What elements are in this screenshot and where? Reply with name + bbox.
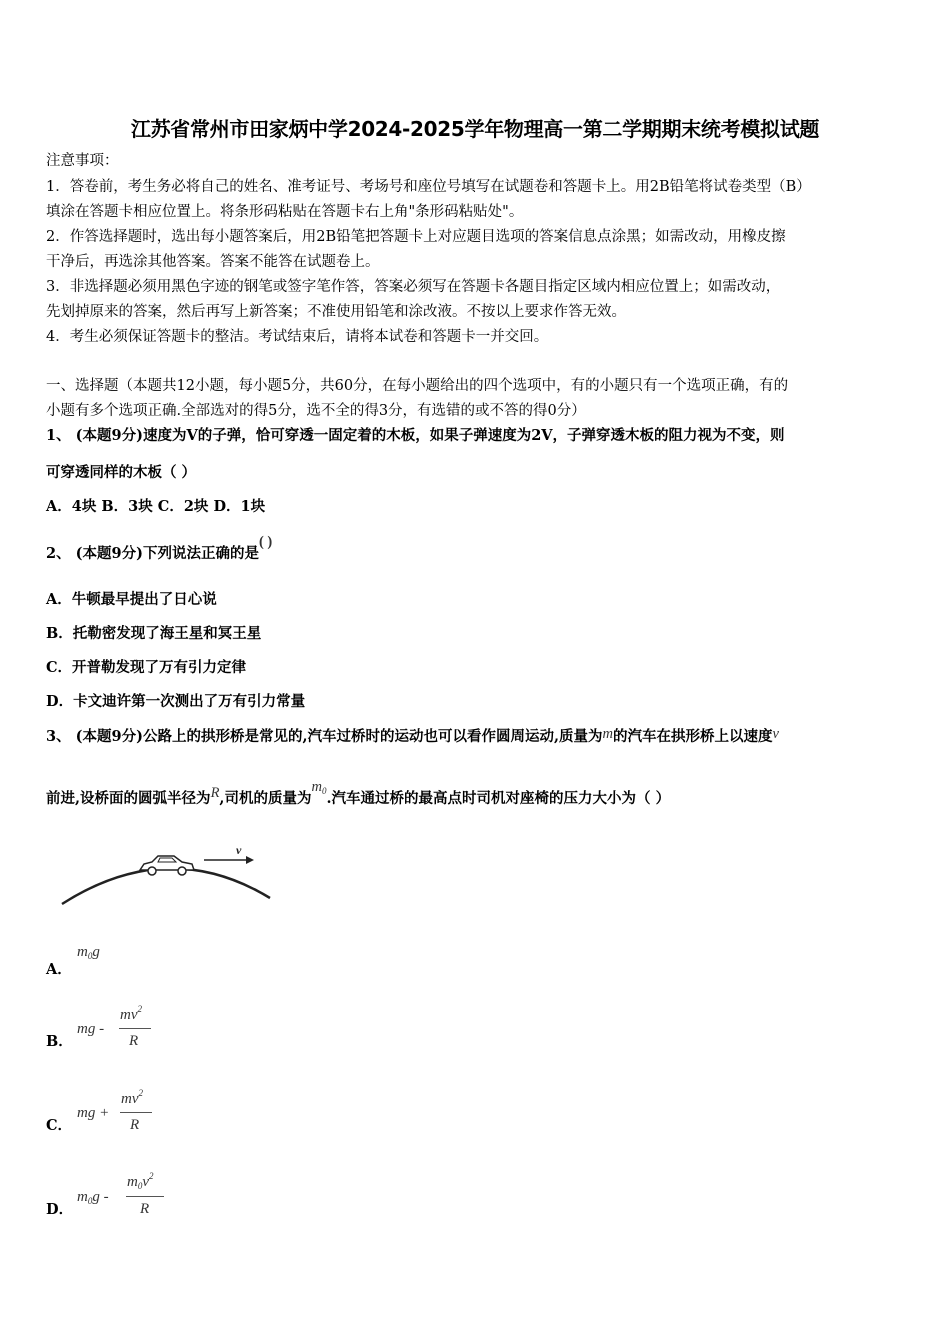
var-m: m bbox=[127, 1174, 138, 1190]
notes-line: 4．考生必须保证答题卡的整洁。考试结束后，请将本试卷和答题卡一并交回。 bbox=[46, 329, 549, 345]
num-text: mv bbox=[121, 1091, 139, 1107]
car-icon bbox=[140, 856, 194, 875]
denominator: R bbox=[140, 1201, 150, 1217]
num-text: mv bbox=[120, 1007, 138, 1023]
var-m0-base: m bbox=[311, 779, 322, 795]
denominator: R bbox=[130, 1117, 140, 1133]
notes-heading: 注意事项： bbox=[46, 153, 119, 169]
fraction-bar bbox=[120, 1112, 152, 1113]
option-c-formula bbox=[77, 1089, 167, 1139]
superscript: 2 bbox=[138, 1088, 143, 1098]
q3-text: 前进,设桥面的圆弧半径为 bbox=[46, 790, 211, 807]
denominator: R bbox=[129, 1033, 139, 1049]
var-m: m bbox=[77, 944, 88, 960]
question-2-stem-text: 2、 (本题9分)下列说法正确的是 bbox=[46, 545, 259, 562]
velocity-arrow-icon bbox=[204, 856, 254, 864]
answer-parentheses: ( ) bbox=[258, 534, 273, 550]
question-3-option-d-label: D． bbox=[46, 1201, 74, 1218]
notes-line: 1．答卷前，考生务必将自己的姓名、准考证号、考场号和座位号填写在试题卷和答题卡上。用2B铅笔将试卷类型（B） bbox=[46, 179, 811, 195]
lead-tail: g - bbox=[92, 1189, 109, 1205]
question-3-option-a-label: A． bbox=[46, 961, 72, 978]
superscript: 2 bbox=[137, 1004, 142, 1014]
notes-line: 3．非选择题必须用黑色字迹的钢笔或签字笔作答，答案必须写在答题卡各题目指定区域内相应位置上；如需改动， bbox=[46, 279, 781, 295]
exam-title: 江苏省常州市田家炳中学2024-2025学年物理高一第二学期期末统考模拟试题 bbox=[130, 117, 820, 141]
section-heading-cont: 小题有多个选项正确.全部选对的得5分，选不全的得3分，有选错的或不答的得0分） bbox=[46, 403, 586, 419]
var-v: v bbox=[772, 726, 779, 742]
subscript: 0 bbox=[137, 1181, 143, 1191]
question-3-stem bbox=[46, 728, 779, 746]
question-2-stem bbox=[46, 534, 273, 563]
question-2-option-a: A．牛顿最早提出了日心说 bbox=[46, 591, 217, 608]
notes-line: 先划掉原来的答案，然后再写上新答案；不准使用铅笔和涂改液。不按以上要求作答无效。 bbox=[46, 304, 626, 320]
question-2-option-d: D．卡文迪许第一次测出了万有引力常量 bbox=[46, 693, 306, 710]
subscript: 0 bbox=[87, 1196, 93, 1206]
option-d-formula bbox=[77, 1172, 177, 1224]
question-1-options: A．4块 B．3块 C．2块 D．1块 bbox=[46, 498, 266, 515]
var-m: m bbox=[77, 1189, 88, 1205]
notes-line: 2．作答选择题时，选出每小题答案后，用2B铅笔把答题卡上对应题目选项的答案信息点涂黑；如需改动，用橡皮擦 bbox=[46, 229, 786, 245]
var-R: R bbox=[210, 785, 220, 801]
numerator bbox=[120, 1004, 142, 1024]
question-2-option-c: C．开普勒发现了万有引力定律 bbox=[46, 659, 247, 676]
var-m0 bbox=[311, 779, 326, 795]
subscript: 0 bbox=[87, 951, 93, 961]
question-1-stem-cont: 可穿透同样的木板（ ） bbox=[46, 464, 197, 481]
q3-text: 3、 (本题9分)公路上的拱形桥是常见的,汽车过桥时的运动也可以看作圆周运动,质量为 bbox=[46, 728, 603, 745]
fraction-bar bbox=[119, 1028, 151, 1029]
question-1-stem: 1、 (本题9分)速度为V的子弹，恰可穿透一固定着的木板，如果子弹速度为2V，子弹穿透木板的阻力视为不变，则 bbox=[46, 427, 785, 444]
bridge-arc bbox=[62, 868, 270, 904]
notes-line: 填涂在答题卡相应位置上。将条形码粘贴在答题卡右上角"条形码粘贴处"。 bbox=[46, 204, 524, 220]
notes-line: 干净后，再选涂其他答案。答案不能答在试题卷上。 bbox=[46, 254, 380, 270]
var-m0-sub: 0 bbox=[321, 786, 327, 796]
numerator bbox=[121, 1088, 143, 1108]
question-3-option-c-label: C． bbox=[46, 1117, 73, 1134]
q3-text: 的汽车在拱形桥上以速度 bbox=[613, 728, 773, 745]
numerator bbox=[127, 1171, 154, 1191]
var-v: v bbox=[142, 1174, 150, 1190]
question-2-option-b: B．托勒密发现了海王星和冥王星 bbox=[46, 625, 262, 642]
section-heading: 一、选择题（本题共12小题，每小题5分，共60分，在每小题给出的四个选项中，有的小题只有一个选项正确，有的 bbox=[46, 378, 789, 394]
q3-text: ,司机的质量为 bbox=[219, 790, 312, 807]
formula-lead bbox=[77, 1189, 109, 1206]
var-m: m bbox=[602, 726, 614, 742]
question-3-stem-cont bbox=[46, 779, 671, 809]
velocity-label: v bbox=[236, 843, 242, 857]
q3-text: .汽车通过桥的最高点时司机对座椅的压力大小为（ ） bbox=[326, 790, 671, 807]
option-b-formula bbox=[77, 1005, 167, 1055]
question-3-option-b-label: B． bbox=[46, 1033, 73, 1050]
superscript: 2 bbox=[149, 1171, 154, 1181]
fraction-bar bbox=[126, 1196, 164, 1197]
formula-lead: mg - bbox=[77, 1021, 105, 1037]
formula-a bbox=[77, 944, 100, 961]
formula-lead: mg + bbox=[77, 1105, 110, 1121]
bridge-figure bbox=[58, 840, 278, 912]
var-g: g bbox=[92, 944, 100, 960]
